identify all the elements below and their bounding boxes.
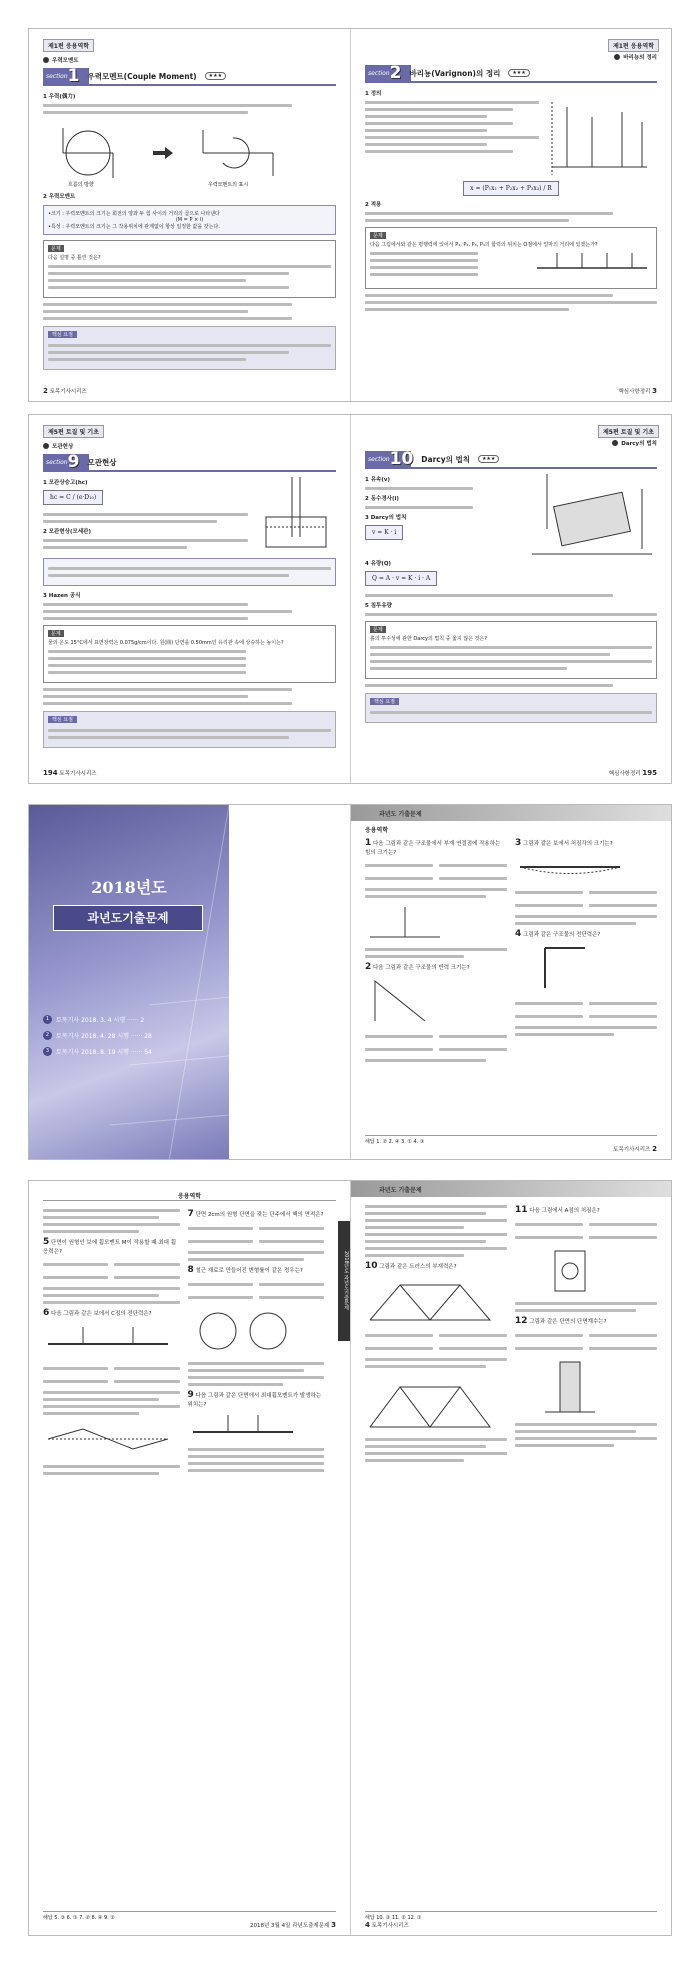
exam-item: 1 토목기사 2018. 3. 4 시행 ······ 2 bbox=[43, 1015, 144, 1024]
item-heading: 1 정의 bbox=[365, 91, 382, 97]
truss-solution-figure bbox=[365, 1372, 495, 1432]
section-figure bbox=[515, 1246, 625, 1296]
page-footer: 2 토목기사시리즈 bbox=[43, 387, 87, 395]
importance-badge: ★★★ bbox=[205, 72, 226, 80]
question-box: 문제 물의 온도 15°C에서 표면장력은 0.075g/cm이다. 원(圓) 단면을 0.50mm인 유리관 속에 상승하는 높이는? bbox=[43, 625, 336, 683]
section-header: section 10 Darcy의 법칙 ★★★ bbox=[365, 451, 657, 469]
page-footer: 토목기사시리즈 2 bbox=[613, 1145, 657, 1153]
question: 2 다음 그림과 같은 구조물의 반력 크기는? bbox=[364, 962, 470, 972]
question: 1 다음 그림과 같은 구조물에서 부재 연결점에 작용하는 힘의 크기는? bbox=[364, 838, 501, 856]
figure-caption: 우력모멘트의 표시 bbox=[208, 182, 249, 188]
sub-tag: Darcy의 법칙 bbox=[365, 439, 657, 447]
section-number: 9 bbox=[67, 452, 80, 472]
page-footer: 핵심사항정리 3 bbox=[618, 387, 657, 395]
beam-load-figure bbox=[532, 248, 652, 284]
chapter-tag: 제1편 응용역학 bbox=[608, 39, 659, 52]
page-footer: 2018년 3월 4일 과년도출제문제 3 bbox=[250, 1921, 336, 1929]
exam-header: 과년도 기출문제 bbox=[351, 1181, 671, 1197]
bullet-icon bbox=[614, 54, 620, 60]
bullet-icon bbox=[43, 57, 49, 63]
page-footer: 핵심사항정리 195 bbox=[608, 769, 657, 777]
cover-year: 2018년도 bbox=[91, 878, 167, 897]
section-title: Darcy의 법칙 bbox=[421, 454, 470, 464]
item-heading: 2 적용 bbox=[365, 202, 382, 208]
question: 5 단면이 원형인 보에 휨모멘트 M이 작용할 때 최대 휨응력은? bbox=[43, 1237, 177, 1255]
frame-figure bbox=[365, 976, 445, 1026]
sub-tag: 모관현상 bbox=[43, 442, 336, 450]
spread-2 bbox=[28, 414, 672, 784]
item-heading: 3 Darcy의 법칙 bbox=[365, 515, 407, 521]
question: 4 그림과 같은 구조물의 전단력은? bbox=[514, 929, 601, 939]
section-number: 2 bbox=[389, 63, 402, 83]
structure-figure bbox=[365, 902, 445, 942]
page-194 bbox=[29, 415, 350, 783]
figure-caption: 흐름의 방향 bbox=[68, 182, 94, 188]
text-line bbox=[43, 104, 292, 107]
sub-tag: 우력모멘트 bbox=[43, 56, 336, 64]
side-tab: 2018년도 과년도기출문제 bbox=[338, 1221, 350, 1341]
glass-building-graphic bbox=[29, 805, 350, 1159]
section-title: 모관현상 bbox=[87, 457, 117, 467]
question: 11 다음 그림에서 A점의 처짐은? bbox=[515, 1205, 600, 1215]
exam-page-3 bbox=[29, 1181, 350, 1935]
formula: Q = A · v = K · i · A bbox=[365, 571, 437, 586]
key-note: 핵심 요점 bbox=[43, 711, 336, 748]
item-heading: 3 Hazen 공식 bbox=[43, 593, 81, 599]
formula: hc = C / (e·D₁₀) bbox=[43, 490, 103, 505]
importance-badge: ★★★ bbox=[508, 69, 529, 77]
figure-row bbox=[43, 118, 336, 188]
circle-section-figure bbox=[188, 1306, 298, 1356]
cover-page bbox=[29, 805, 350, 1159]
question-box: 문제 흙의 투수성에 관한 Darcy의 법칙 중 옳지 않은 것은? bbox=[365, 621, 657, 679]
page-footer: 4 토목기사시리즈 bbox=[365, 1921, 409, 1929]
question: 7 단면 2cm의 원형 단면을 갖는 단주에서 핵의 면적은? bbox=[187, 1209, 324, 1219]
question-box: 문제 다음 그림에서와 같은 평행력에 있어서 P₁, P₂, P₃, P₄의 합력의 위치는 O점에서 얼마의 거리에 있겠는가? bbox=[365, 227, 657, 289]
spread-4 bbox=[28, 1180, 672, 1936]
section-header: section 9 모관현상 bbox=[43, 454, 336, 472]
formula-box bbox=[43, 558, 336, 586]
cover-title-box bbox=[53, 905, 203, 931]
definition-box: •크기 : 우력모멘트의 크기는 회전의 양과 두 힘 사이의 거리의 곱으로 나타낸다 (M = P × l) •특성 : 우력모멘트의 크기는 그 작용위치에 관계없이 항상 일정한 값을 갖는다. bbox=[43, 205, 336, 235]
exam-header: 과년도 기출문제 bbox=[351, 805, 671, 821]
key-note: 핵심 요점 bbox=[365, 693, 657, 723]
section-number: 1 bbox=[67, 66, 80, 86]
chapter-tag: 제5편 토질 및 기초 bbox=[43, 425, 104, 438]
exam-page-2 bbox=[350, 805, 671, 1159]
sub-tag: 바리뇽의 정리 bbox=[365, 53, 657, 61]
formula: x = (P₁x₁ + P₂x₂ + P₃x₃) / R bbox=[463, 181, 559, 196]
item-heading: 1 모관상승고(hc) bbox=[43, 480, 88, 486]
bar-figure bbox=[515, 1357, 625, 1417]
item-heading: 1 우력(偶力) bbox=[43, 94, 76, 100]
item-heading: 5 침투유량 bbox=[365, 603, 392, 609]
page-footer: 194 토목기사시리즈 bbox=[43, 769, 97, 777]
section-number: 10 bbox=[389, 449, 414, 469]
shear-diagram bbox=[43, 1419, 173, 1459]
item-heading: 1 유속(v) bbox=[365, 477, 390, 483]
question: 6 다음 그림과 같은 보에서 C점의 전단력은? bbox=[43, 1308, 152, 1318]
question: 9 다음 그림과 같은 단면에서 최대휨모멘트가 발생하는 위치는? bbox=[187, 1390, 322, 1408]
cover-title: 과년도기출문제 bbox=[87, 911, 169, 925]
question: 3 그림과 같은 보에서 처짐각의 크기는? bbox=[514, 838, 613, 848]
page-195 bbox=[350, 415, 671, 783]
spread-3 bbox=[28, 804, 672, 1160]
section-title: 바리뇽(Varignon)의 정리 bbox=[409, 68, 501, 78]
item-heading: 2 우력모멘트 bbox=[43, 194, 76, 200]
question: 12 그림과 같은 단면의 단면계수는? bbox=[515, 1316, 607, 1326]
section-header: section 1 우력모멘트(Couple Moment) ★★★ bbox=[43, 68, 336, 86]
question-box: 문제 다음 설명 중 틀린 것은? bbox=[43, 240, 336, 298]
key-note: 핵심 요점 bbox=[43, 326, 336, 370]
beam-load-figure bbox=[43, 1322, 173, 1358]
question: 10 그림과 같은 트러스의 부재력은? bbox=[365, 1261, 457, 1271]
permeameter-figure bbox=[527, 469, 657, 559]
item-heading: 2 동수경사(i) bbox=[365, 496, 399, 502]
answer-bar: 해답 1. ② 2. ④ 3. ① 4. ③ bbox=[365, 1135, 657, 1145]
item-heading: 4 유량(Q) bbox=[365, 561, 392, 567]
formula: v = K · i bbox=[365, 525, 403, 540]
question: 8 철근 재료로 만들어진 변형률이 같은 경우는? bbox=[187, 1265, 303, 1275]
subject-label: 응용역학 bbox=[364, 827, 389, 834]
beam-figure bbox=[515, 852, 625, 882]
exam-header: 응용역학 bbox=[43, 1191, 336, 1201]
page-2 bbox=[29, 29, 350, 401]
page-3 bbox=[350, 29, 671, 401]
exam-page-4 bbox=[350, 1181, 671, 1935]
answer-bar: 해답 10. ③ 11. ② 12. ① bbox=[365, 1911, 657, 1921]
exam-item: 3 토목기사 2018. 8. 19 시행 ······ 54 bbox=[43, 1047, 152, 1056]
bullet-icon bbox=[612, 440, 618, 446]
bullet-icon bbox=[43, 443, 49, 449]
truss-figure bbox=[365, 1275, 495, 1325]
chapter-tag: 제1편 응용역학 bbox=[43, 39, 94, 52]
exam-item: 2 토목기사 2018. 4. 28 시행 ······ 28 bbox=[43, 1031, 152, 1040]
capillary-tube-figure bbox=[256, 472, 336, 552]
text-line bbox=[43, 111, 248, 114]
importance-badge: ★★★ bbox=[478, 455, 499, 463]
chapter-tag: 제5편 토질 및 기초 bbox=[598, 425, 659, 438]
column-figure bbox=[515, 943, 615, 993]
couple-figure bbox=[43, 118, 333, 188]
section-title: 우력모멘트(Couple Moment) bbox=[87, 71, 197, 81]
parallel-force-figure bbox=[547, 97, 657, 177]
item-heading: 2 모관현상(모세관) bbox=[43, 529, 91, 535]
moving-load-figure bbox=[188, 1412, 298, 1442]
section-header: section 2 바리뇽(Varignon)의 정리 ★★★ bbox=[365, 65, 657, 83]
answer-bar: 해답 5. ③ 6. ① 7. ② 8. ④ 9. ② bbox=[43, 1911, 336, 1921]
spread-1 bbox=[28, 28, 672, 402]
